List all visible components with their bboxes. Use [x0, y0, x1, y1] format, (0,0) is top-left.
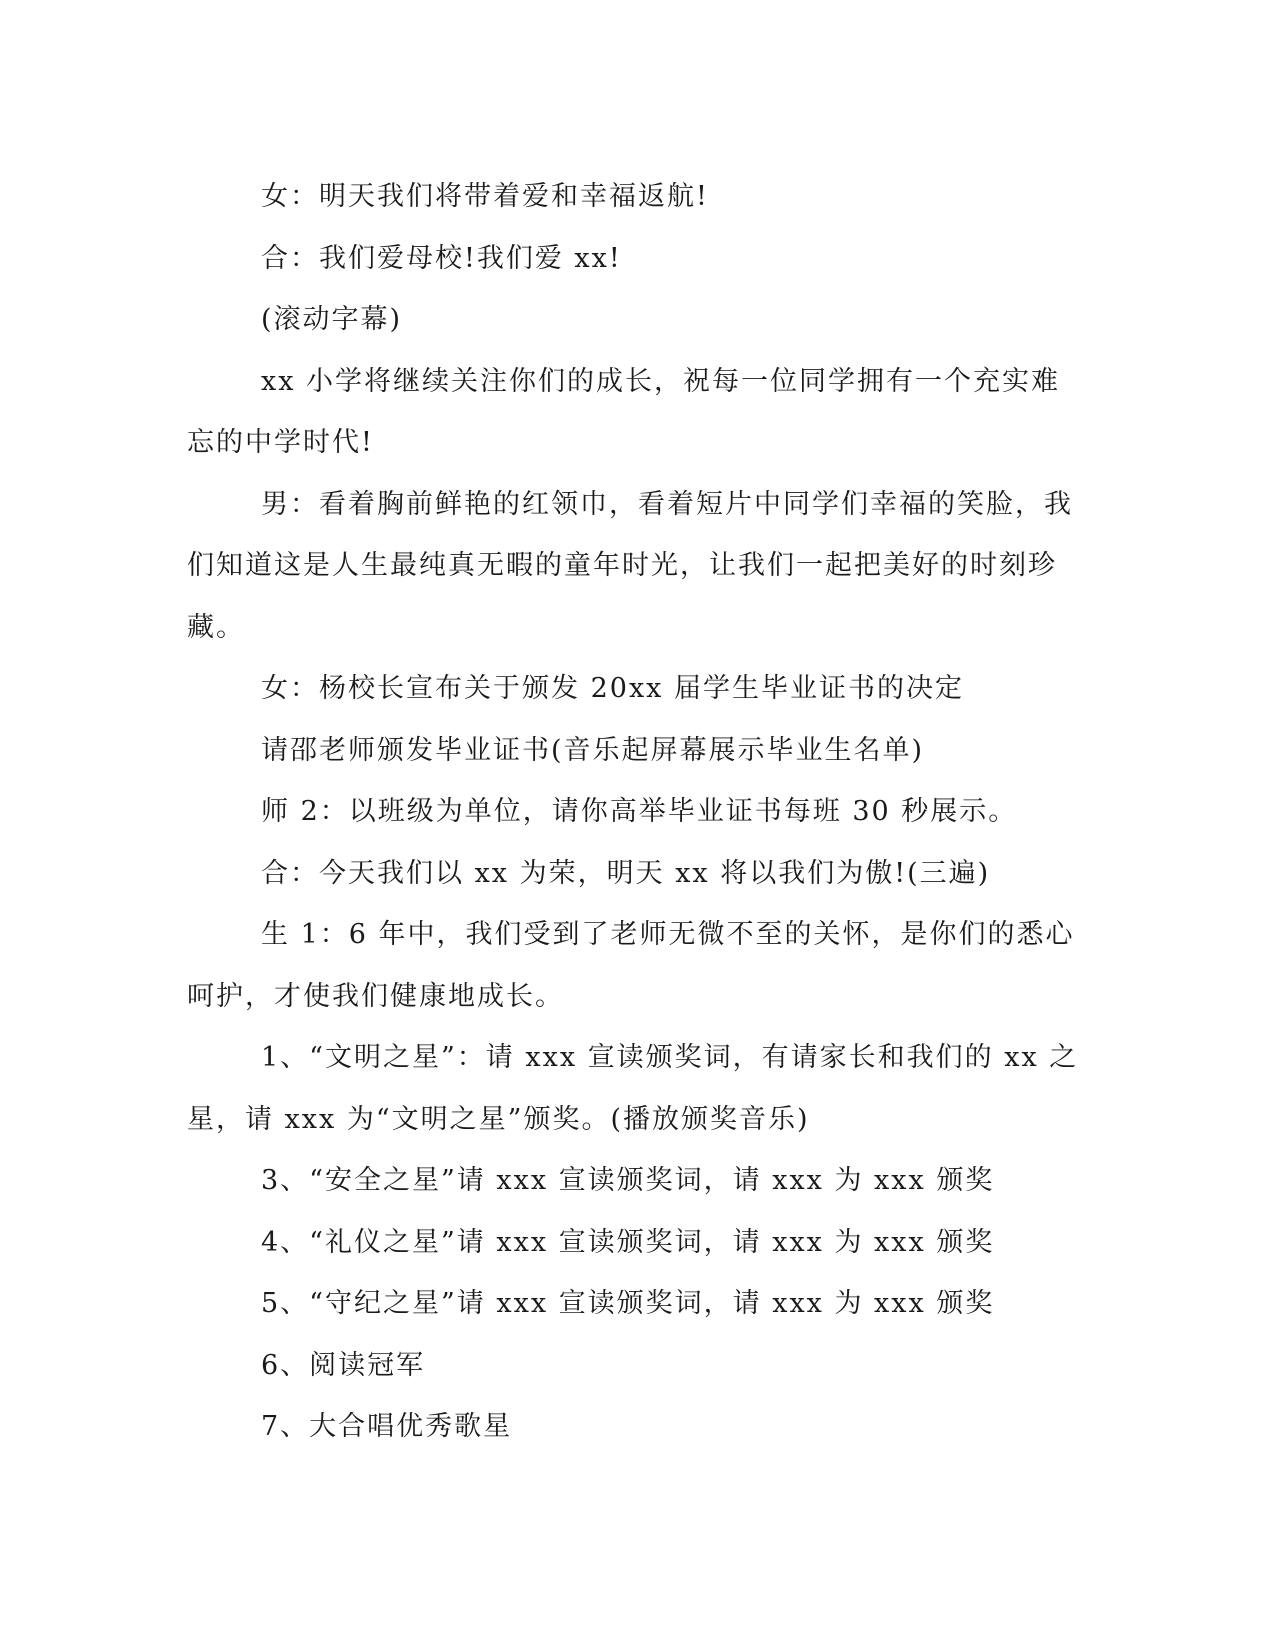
paragraph: 合：我们爱母校!我们爱 xx! [261, 242, 622, 274]
paragraph: 4、“礼仪之星”请 xxx 宣读颁奖词，请 xxx 为 xxx 颁奖 [261, 1226, 995, 1258]
paragraph: 请邵老师颁发毕业证书(音乐起屏幕展示毕业生名单) [261, 734, 925, 766]
paragraph: 7、大合唱优秀歌星 [261, 1411, 513, 1442]
paragraph: 生 1：6 年中，我们受到了老师无微不至的关怀，是你们的悉心呵护，才使我们健康地成长。 [187, 919, 1075, 1012]
paragraph: 师 2：以班级为单位，请你高举毕业证书每班 30 秒展示。 [261, 796, 1018, 827]
paragraph: 6、阅读冠军 [261, 1349, 426, 1381]
paragraph: 3、“安全之星”请 xxx 宣读颁奖词，请 xxx 为 xxx 颁奖 [261, 1165, 995, 1196]
paragraph: 男：看着胸前鲜艳的红领巾，看着短片中同学们幸福的笑脸，我们知道这是人生最纯真无暇的童年时光，让我们一起把美好的时刻珍藏。 [187, 488, 1073, 643]
paragraph: (滚动字幕) [261, 304, 403, 335]
paragraph: 合：今天我们以 xx 为荣，明天 xx 将以我们为傲!(三遍) [261, 857, 991, 889]
document-body [187, 166, 1087, 1458]
paragraph: 1、“文明之星”：请 xxx 宣读颁奖词，有请家长和我们的 xx 之星，请 xxx 为“文明之星”颁奖。(播放颁奖音乐) [187, 1042, 1079, 1135]
paragraph: 女：杨校长宣布关于颁发 20xx 届学生毕业证书的决定 [261, 673, 964, 704]
paragraph: 女：明天我们将带着爱和幸福返航! [261, 181, 709, 212]
paragraph: xx 小学将继续关注你们的成长，祝每一位同学拥有一个充实难忘的中学时代! [187, 365, 1061, 458]
paragraph: 5、“守纪之星”请 xxx 宣读颁奖词，请 xxx 为 xxx 颁奖 [261, 1288, 995, 1319]
